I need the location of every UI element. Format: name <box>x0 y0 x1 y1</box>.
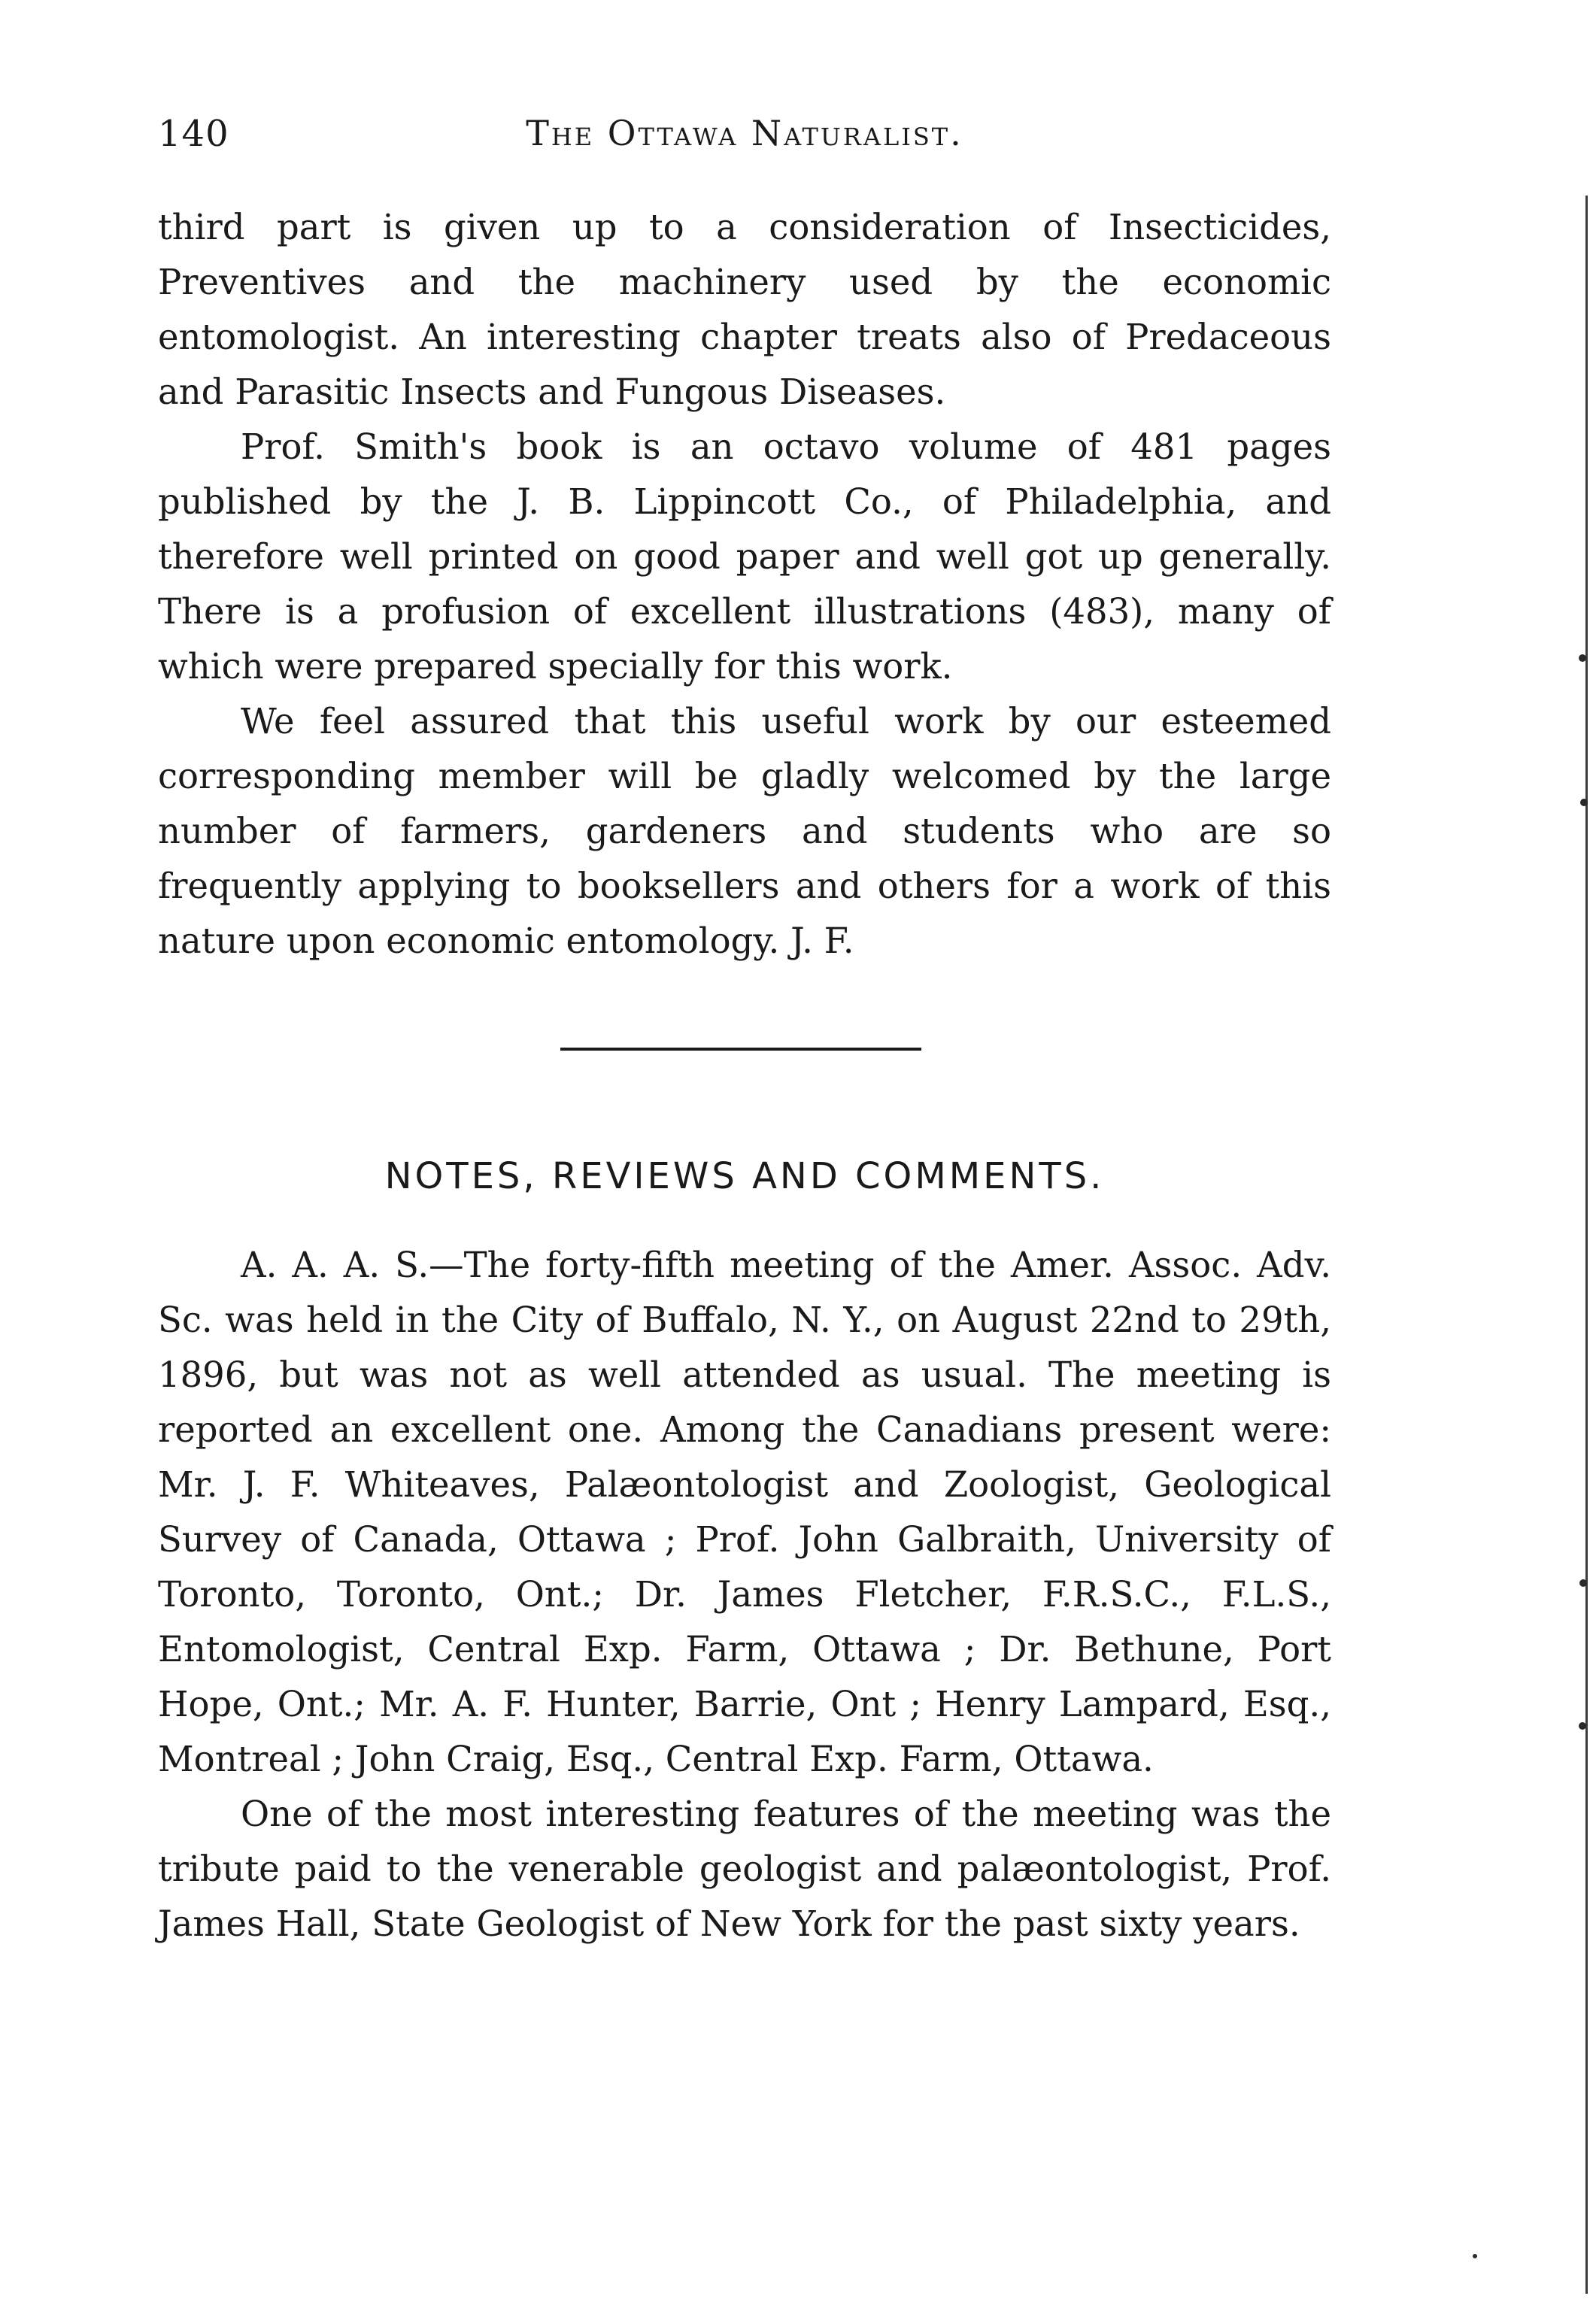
running-title: The Ottawa Naturalist. <box>526 113 963 153</box>
edge-speck <box>1579 1722 1586 1730</box>
section-heading: NOTES, REVIEWS AND COMMENTS. <box>384 1155 1105 1197</box>
page-edge-binding-line <box>1585 196 1588 2294</box>
edge-speck <box>1579 1579 1587 1587</box>
review-paragraph-1: third part is given up to a consideration of Insecticides, Preventives and the machinery used by the economic entomologist. An interesting chapter treats also of Predaceous and Parasitic Insects and Fungous Diseases. <box>158 207 1331 412</box>
review-paragraph-3: We feel assured that this useful work by our esteemed corresponding member will be gladly welcomed by the large number of farmers, gardeners and students who are so frequently applying to booksellers and others for a work of this nature upon economic entomology. J. F. <box>158 701 1331 961</box>
edge-speck <box>1579 654 1586 662</box>
edge-speck <box>1473 2254 1477 2258</box>
notes-paragraph-2: One of the most interesting features of the meeting was the tribute paid to the venerable geologist and palæontologist, Prof. James Hall, State Geologist of New York for the past sixty years. <box>158 1794 1331 1944</box>
page-header <box>158 113 1331 173</box>
edge-speck <box>1580 799 1588 806</box>
review-paragraph-2: Prof. Smith's book is an octavo volume of 481 pages published by the J. B. Lippincott Co., of Philadelphia, and therefore well printed on good paper and well got up generally. There is a profusion of excellent illustrations (483), many of which were prepared specially for this work. <box>158 426 1331 687</box>
notes-section <box>158 1238 1331 1952</box>
page-number: 140 <box>158 113 229 155</box>
review-continuation <box>158 200 1331 969</box>
notes-paragraph-1: A. A. A. S.—The forty-fifth meeting of the Amer. Assoc. Adv. Sc. was held in the City of Buffalo, N. Y., on August 22nd to 29th, 1896, but was not as well attended as usual. The meeting is reported an excellent one. Among the Canadians present were: Mr. J. F. Whiteaves, Palæontologist and Zoologist, Geological Survey of Canada, Ottawa ; Prof. John Galbraith, University of Toronto, Toronto, Ont.; Dr. James Fletcher, F.R.S.C., F.L.S., Entomologist, Central Exp. Farm, Ottawa ; Dr. Bethune, Port Hope, Ont.; Mr. A. F. Hunter, Barrie, Ont ; Henry Lampard, Esq., Montreal ; John Craig, Esq., Central Exp. Farm, Ottawa. <box>158 1245 1331 1779</box>
section-divider-rule <box>560 1048 921 1051</box>
